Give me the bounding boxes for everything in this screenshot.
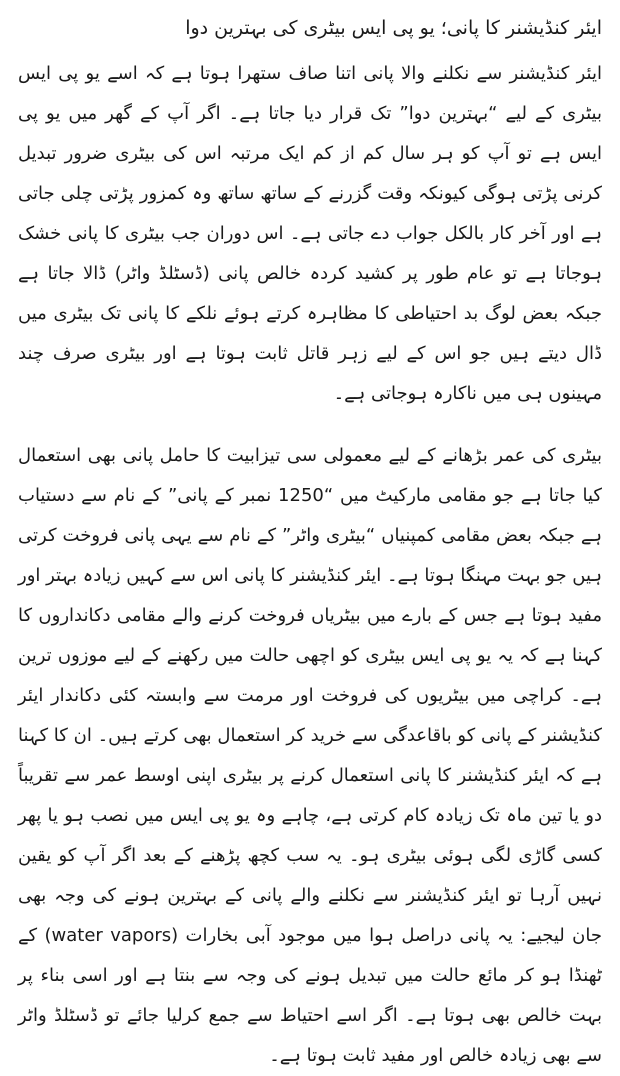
paragraph-1: ایئر کنڈیشنر سے نکلنے والا پانی اتنا صاف ستھرا ہوتا ہے کہ اسے یو پی ایس بیٹری کے لیے “بہترین دوا” تک قرار دیا جاتا ہے۔ اگر آپ کے گھر میں یو پی ایس ہے تو آپ کو ہر سال کم از کم ایک مرتبہ اس کی بیٹری ضرور تبدیل کرنی پڑتی ہوگی کیونکہ وقت گزرنے کے ساتھ ساتھ وہ کمزور پڑتی چلی جاتی ہے اور آخر کار بالکل جواب دے جاتی ہے۔ اس دوران جب بیٹری کا پانی خشک ہوجاتا ہے تو عام طور پر کشید کردہ خالص پانی (ڈسٹلڈ واٹر) ڈالا جاتا ہے جبکہ بعض لوگ بد احتیاطی کا مظاہرہ کرتے ہوئے نلکے کا پانی تک بیٹری میں ڈال دیتے ہیں جو اس کے لیے زہر قاتل ثابت ہوتا ہے اور بیٹری صرف چند مہینوں ہی میں ناکارہ ہوجاتی ہے۔ bbox=[18, 63, 602, 404]
article-title: ایئر کنڈیشنر کا پانی؛ یو پی ایس بیٹری کی بہترین دوا bbox=[185, 17, 602, 39]
paragraph-2: بیٹری کی عمر بڑھانے کے لیے معمولی سی تیزابیت کا حامل پانی بھی استعمال کیا جاتا ہے جو مقامی مارکیٹ میں “1250 نمبر کے پانی” کے نام سے دستیاب ہے جبکہ بعض مقامی کمپنیاں “بیٹری واٹر” کے نام سے یہی پانی فروخت کرتی ہیں جو بہت مہنگا ہوتا ہے۔ ایئر کنڈیشنر کا پانی اس سے کہیں زیادہ بہتر اور مفید ہوتا ہے جس کے بارے میں بیٹریاں فروخت کرنے والے مقامی دکانداروں کا کہنا ہے کہ یہ یو پی ایس بیٹری کو اچھی حالت میں رکھنے کے لیے موزوں ترین ہے۔ کراچی میں بیٹریوں کی فروخت اور مرمت سے وابستہ کئی دکاندار ایئر کنڈیشنر کے پانی کو باقاعدگی سے خرید کر استعمال بھی کرتے ہیں۔ ان کا کہنا ہے کہ ایئر کنڈیشنر کا پانی استعمال کرنے پر بیٹری اپنی اوسط عمر سے تقریباً دو یا تین ماہ تک زیادہ کام کرتی ہے، چاہے وہ یو پی ایس میں نصب ہو یا پھر کسی گاڑی لگی ہوئی بیٹری ہو۔ یہ سب کچھ پڑھنے کے بعد اگر آپ کو یقین نہیں آرہا تو ایئر کنڈیشنر سے نکلنے والے پانی کے بہترین ہونے کی وجہ بھی جان لیجیے: یہ پانی دراصل ہوا میں موجود آبی بخارات (water vapors) کے ٹھنڈا ہو کر مائع حالت میں تبدیل ہونے کی وجہ سے بنتا ہے اور اسی بناء پر بہت خالص بھی ہوتا ہے۔ اگر اسے احتیاط سے جمع کرلیا جائے تو ڈسٹلڈ واٹر سے بھی زیادہ خالص اور مفید ثابت ہوتا ہے۔ bbox=[18, 445, 603, 1066]
